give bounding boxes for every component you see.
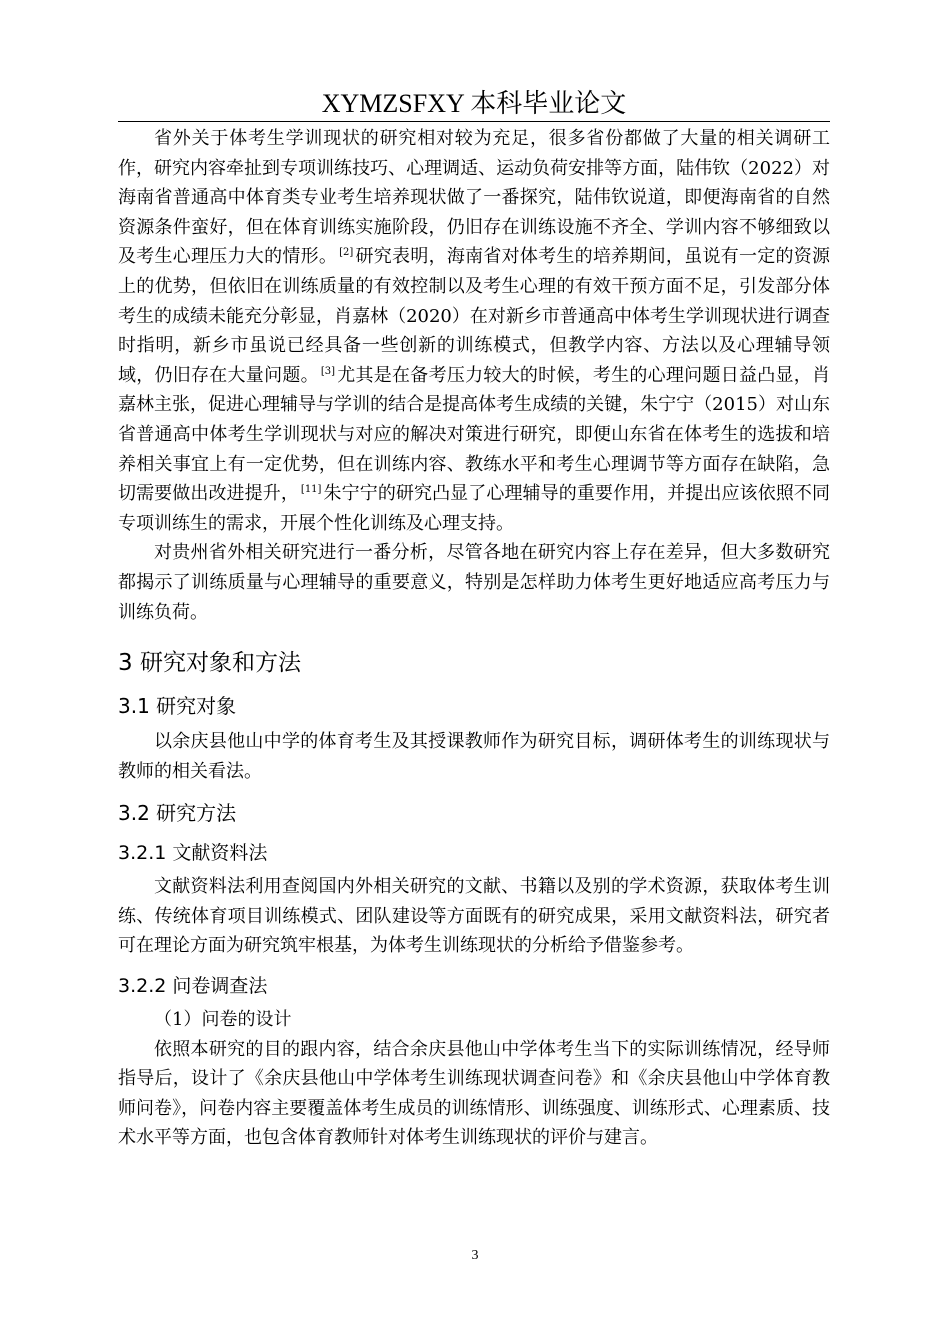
- section-heading-3: 3 研究对象和方法: [118, 650, 301, 677]
- section-heading-3-1: 3.1 研究对象: [118, 694, 237, 719]
- paragraph-text: 朱宁宁的研究凸显了心理辅导的重要作用，并提出应该依照不同专项训练生的需求，开展个性化训练及心理支持。: [118, 483, 831, 534]
- paragraph-text: 省外关于体考生学训现状的研究相对较为充足，很多省份都做了大量的相关调研工作，研究内容牵扯到专项训练技巧、心理调适、运动负荷安排等方面，陆伟钦（2022）对海南省普通高中体育类专业考生培养现状做了一番探究，陆伟钦说道，即便海南省的自然资源条件蛮好，但在体育训练实施阶段，仍旧存在训练设施不齐全、学训内容不够细致以及考生心理压力大的情形。: [118, 128, 830, 268]
- section-heading-3-2-2: 3.2.2 问卷调查法: [118, 975, 268, 998]
- paragraph-text: 尤其是在备考压力较大的时候，考生的心理问题日益凸显，肖嘉林主张，促进心理辅导与学训的结合是提高体考生成绩的关键，朱宁宁（2015）对山东省普通高中体考生学训现状与对应的解决对策进行研究，即便山东省在体考生的选拔和培养相关事宜上有一定优势，但在训练内容、教练水平和考生心理调节等方面存在缺陷，急切需要做出改进提升，: [118, 364, 830, 505]
- body-text: [118, 124, 830, 1153]
- citation-ref: [2]: [339, 247, 354, 259]
- paragraph-analysis-summary: 对贵州省外相关研究进行一番分析，尽管各地在研究内容上存在差异，但大多数研究都揭示了训练质量与心理辅导的重要意义，特别是怎样助力体考生更好地适应高考压力与训练负荷。: [118, 542, 830, 623]
- citation-ref: [11]: [300, 484, 322, 496]
- paragraph-outside-province-research: [118, 124, 830, 538]
- header-rule: [118, 121, 830, 122]
- paragraph-literature-method: 文献资料法利用查阅国内外相关研究的文献、书籍以及别的学术资源，获取体考生训练、传统体育项目训练模式、团队建设等方面既有的研究成果，采用文献资料法，研究者可在理论方面为研究筑牢根基，为体考生训练现状的分析给予借鉴参考。: [118, 876, 830, 957]
- section-heading-3-2: 3.2 研究方法: [118, 801, 237, 826]
- subheading-questionnaire-design: （1）问卷的设计: [154, 1009, 292, 1031]
- paragraph-questionnaire-method: 依照本研究的目的跟内容，结合余庆县他山中学体考生当下的实际训练情况，经导师指导后，设计了《余庆县他山中学体考生训练现状调查问卷》和《余庆县他山中学体育教师问卷》，问卷内容主要覆盖体考生成员的训练情形、训练强度、训练形式、心理素质、技术水平等方面，也包含体育教师针对体考生训练现状的评价与建言。: [118, 1038, 830, 1149]
- page-header-title: XYMZSFXY 本科毕业论文: [321, 89, 627, 118]
- section-heading-3-2-1: 3.2.1 文献资料法: [118, 842, 268, 865]
- paragraph-research-subject: 以余庆县他山中学的体育考生及其授课教师作为研究目标，调研体考生的训练现状与教师的相关看法。: [118, 731, 830, 782]
- page-number: 3: [471, 1248, 479, 1263]
- citation-ref: [3]: [320, 365, 336, 377]
- paragraph-text: 研究表明，海南省对体考生的培养期间，虽说有一定的资源上的优势，但依旧在训练质量的有效控制以及考生心理的有效干预方面不足，引发部分体考生的成绩未能充分彰显，肖嘉林（2020）在对新乡市普通高中体考生学训现状进行调查时指明，新乡市虽说已经具备一些创新的训练模式，但教学内容、方法以及心理辅导领域，仍旧存在大量问题。: [118, 246, 831, 386]
